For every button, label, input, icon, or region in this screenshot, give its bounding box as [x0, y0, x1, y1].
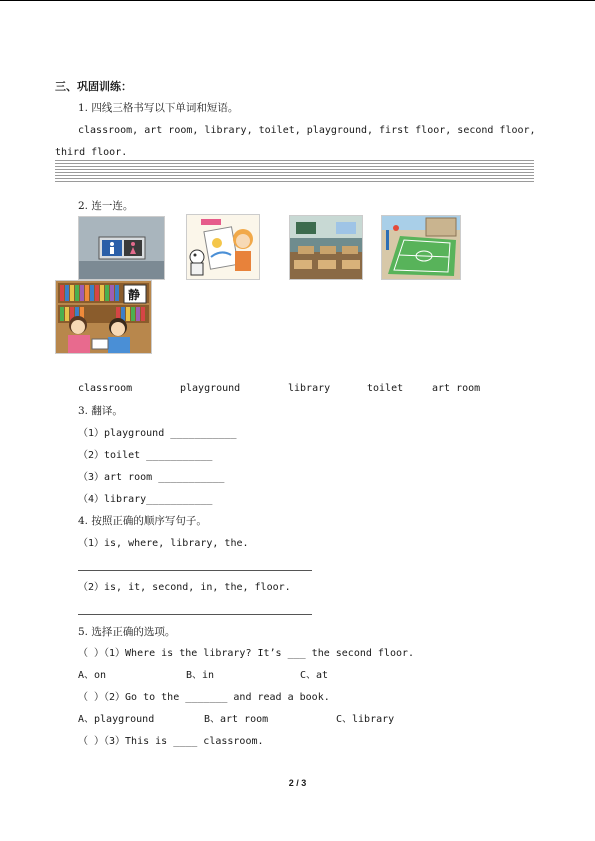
q3-prompt: 3. 翻译。	[78, 405, 123, 417]
q1-prompt: 1. 四线三格书写以下单词和短语。	[78, 102, 239, 114]
match-word-classroom: classroom	[78, 383, 133, 394]
q2-prompt: 2. 连一连。	[78, 200, 134, 212]
q1-words-line1: classroom, art room, library, toilet, playground, first floor, second floor,	[78, 125, 536, 136]
q5-q1-option-b: B、in	[186, 670, 215, 681]
q5-prompt: 5. 选择正确的选项。	[78, 626, 176, 638]
q5-q1-option-c: C、at	[300, 670, 329, 681]
q5-q2-option-b: B、art room	[204, 714, 269, 725]
match-word-art-room: art room	[432, 383, 481, 394]
q3-item-3: （3）art room ___________	[78, 472, 225, 483]
art-room-image	[186, 214, 260, 280]
quiet-sign-text: 静	[128, 288, 141, 302]
four-line-grid-1	[55, 160, 534, 172]
toilet-sign-image	[78, 216, 165, 280]
q3-item-2: （2）toilet ___________	[78, 450, 213, 461]
four-line-grid-2	[55, 172, 534, 184]
match-word-toilet: toilet	[367, 383, 404, 394]
q1-words-line2: third floor.	[55, 147, 128, 158]
q4-item-1: （1）is, where, library, the.	[78, 538, 249, 549]
page-number: 2 / 3	[288, 778, 307, 788]
q4-prompt: 4. 按照正确的顺序写句子。	[78, 515, 207, 527]
q5-question-2: （ ）（2）Go to the _______ and read a book.	[78, 692, 330, 703]
q5-question-3: （ ）（3）This is ____ classroom.	[78, 736, 264, 747]
q4-item-2: （2）is, it, second, in, the, floor.	[78, 582, 291, 593]
q3-item-4: （4）library___________	[78, 494, 213, 505]
classroom-image	[289, 215, 363, 280]
q5-q2-option-a: A、playground	[78, 714, 155, 725]
playground-image	[381, 215, 461, 280]
match-word-playground: playground	[180, 383, 241, 394]
q5-question-1: （ ）（1）Where is the library? It’s ___ the second floor.	[78, 648, 415, 659]
q5-q2-option-c: C、library	[336, 714, 395, 725]
library-image	[55, 280, 152, 354]
match-word-library: library	[288, 383, 331, 394]
top-rule	[0, 0, 595, 1]
q4-answer-line-1	[78, 570, 312, 571]
q4-answer-line-2	[78, 614, 312, 615]
q3-item-1: （1）playground ___________	[78, 428, 237, 439]
section-title: 三、巩固训练：	[55, 80, 132, 93]
q5-q1-option-a: A、on	[78, 670, 107, 681]
